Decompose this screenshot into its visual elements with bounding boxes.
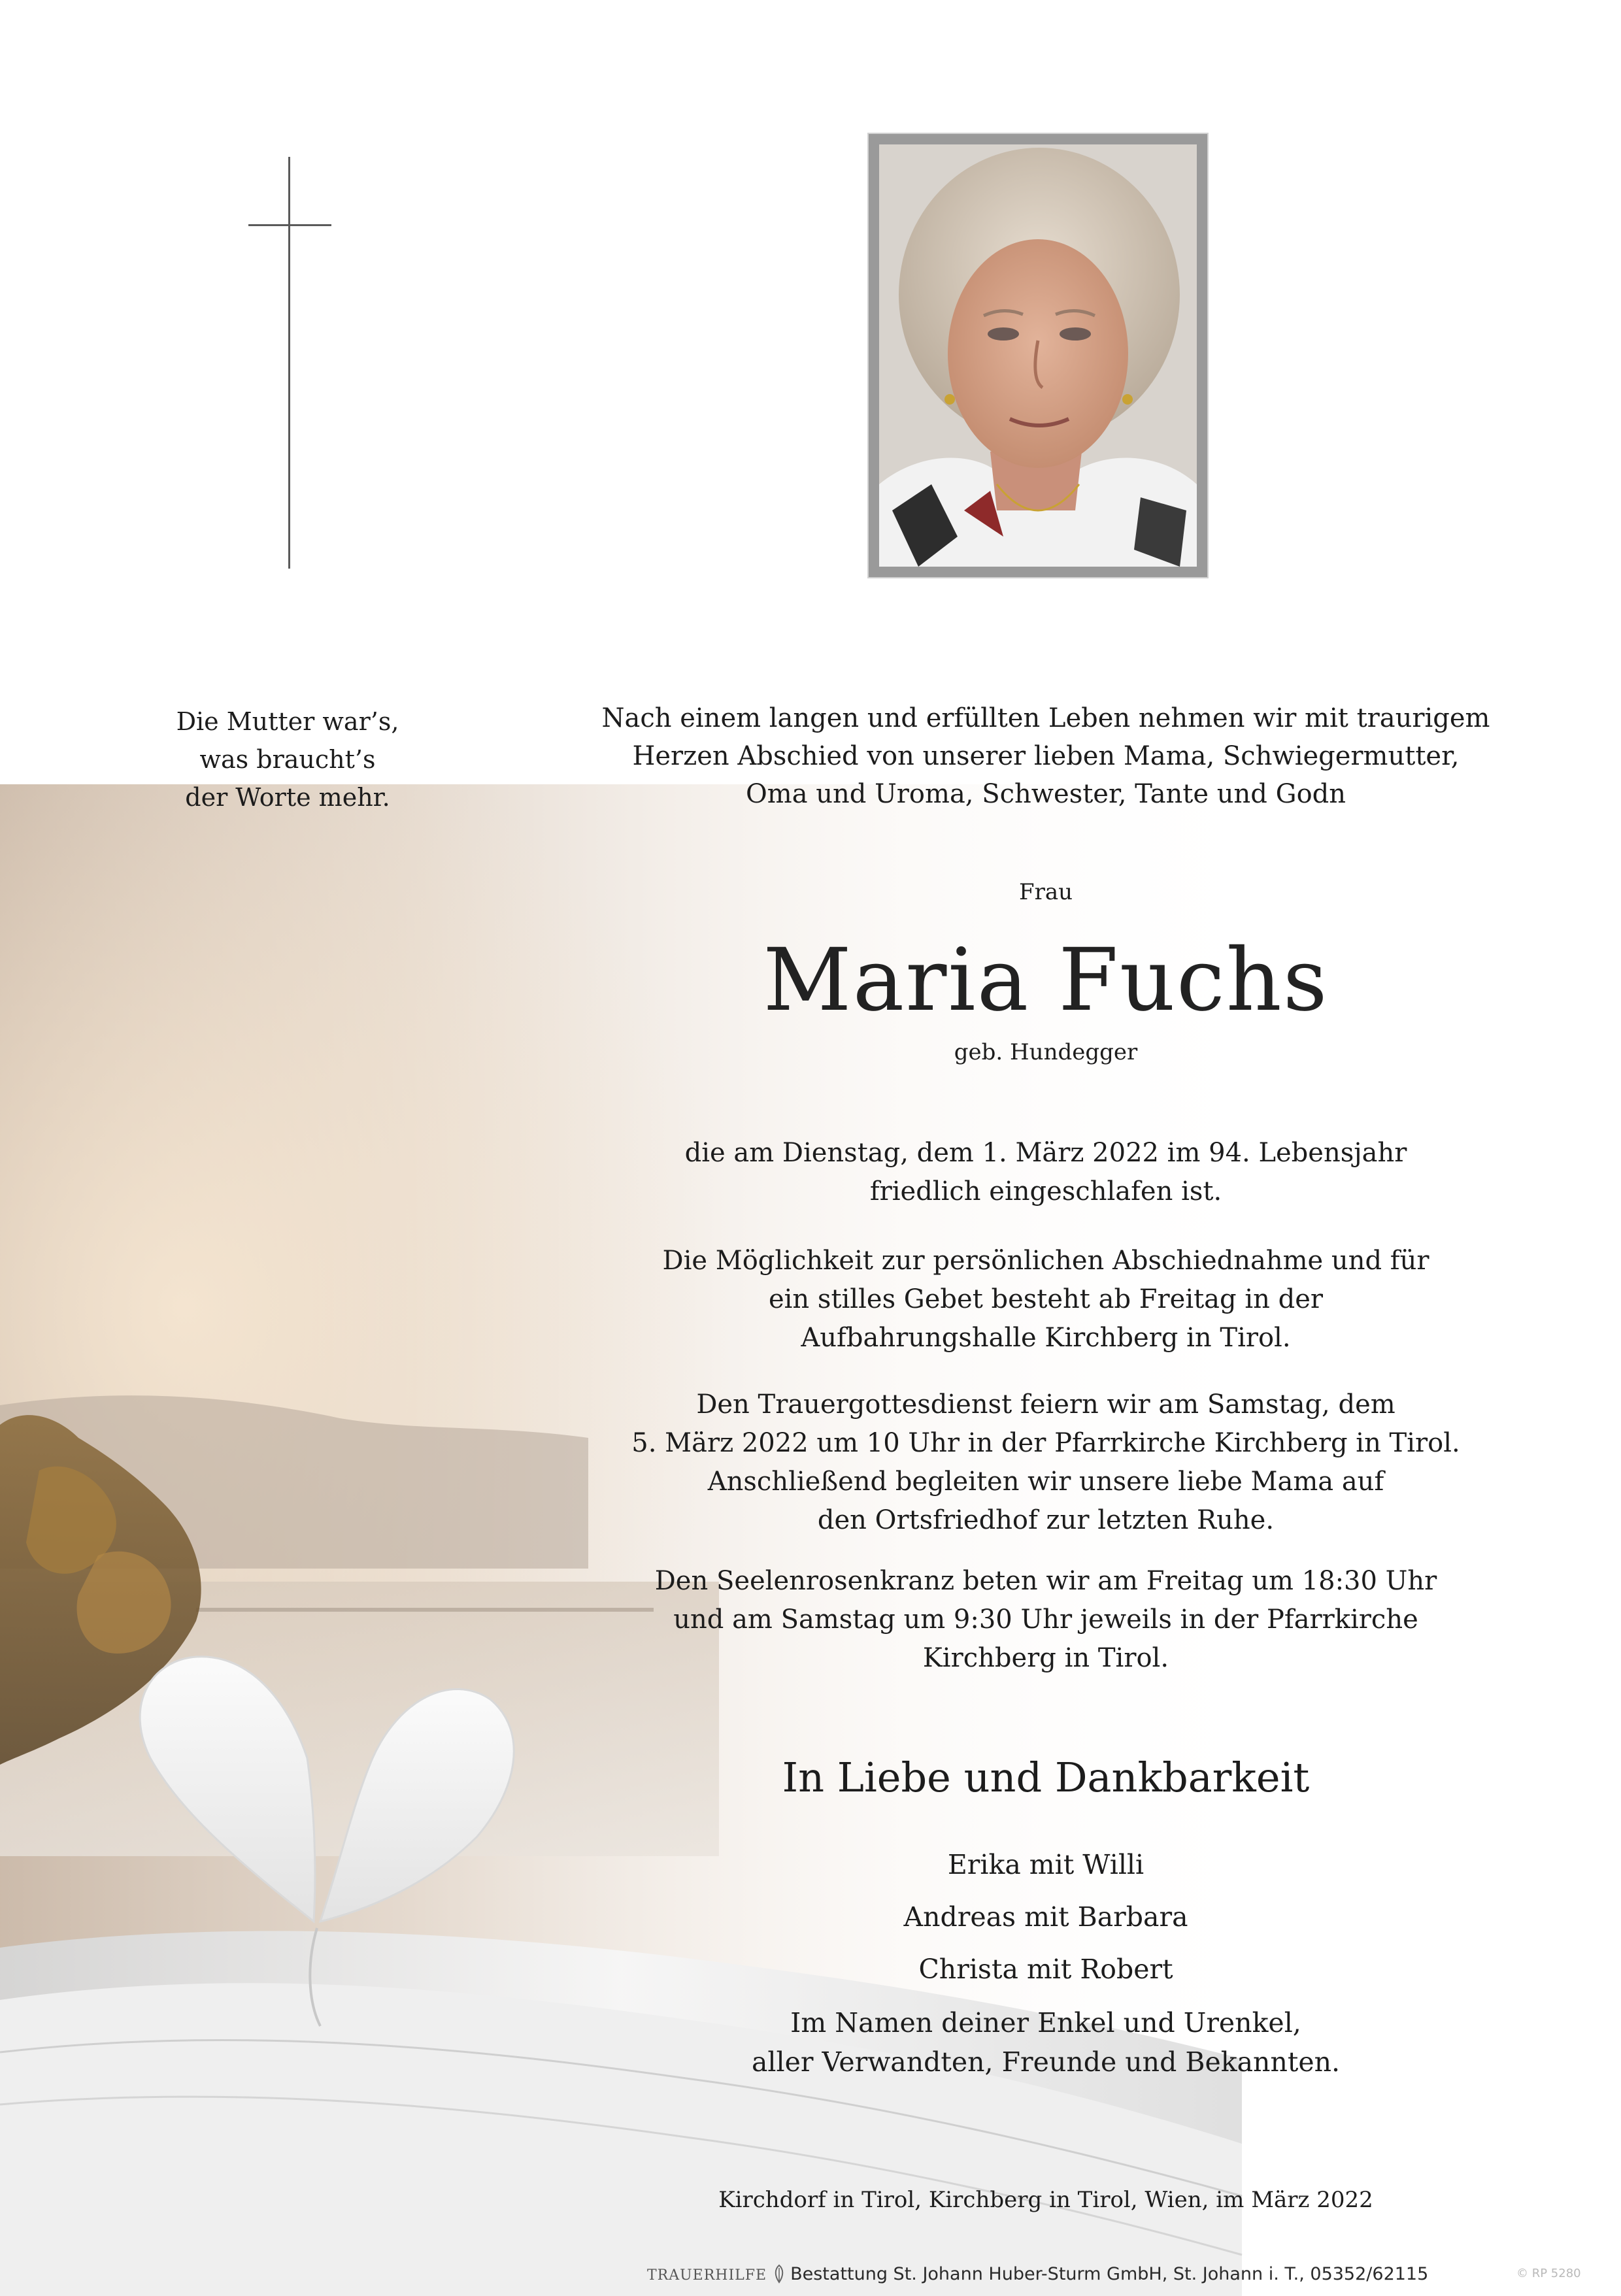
- place-date: Kirchdorf in Tirol, Kirchberg in Tirol, Wien, im März 2022: [718, 2187, 1373, 2213]
- paragraph-line: die am Dienstag, dem 1. März 2022 im 94. Lebensjahr: [684, 1138, 1407, 1168]
- closing-title: In Liebe und Dankbarkeit: [782, 1754, 1310, 1801]
- extended-family-line: aller Verwandten, Freunde und Bekannten.: [751, 2046, 1341, 2078]
- paragraph-line: Kirchberg in Tirol.: [922, 1643, 1169, 1673]
- extended-family-line: Im Namen deiner Enkel und Urenkel,: [790, 2007, 1301, 2038]
- birth-name: geb. Hundegger: [954, 1039, 1138, 1065]
- quote-line: der Worte mehr.: [185, 783, 390, 812]
- intro-line: Nach einem langen und erfüllten Leben nehmen wir mit traurigem: [601, 703, 1490, 733]
- paragraph-line: Die Möglichkeit zur persönlichen Abschiednahme und für: [662, 1246, 1429, 1276]
- paragraph-line: Aufbahrungshalle Kirchberg in Tirol.: [801, 1323, 1291, 1353]
- feather-logo-icon: [772, 2264, 786, 2284]
- deceased-name: Maria Fuchs: [763, 930, 1329, 1031]
- paragraph-line: friedlich eingeschlafen ist.: [869, 1176, 1222, 1206]
- paragraph-line: den Ortsfriedhof zur letzten Ruhe.: [817, 1505, 1275, 1535]
- paragraph-line: ein stilles Gebet besteht ab Freitag in der: [768, 1284, 1324, 1314]
- paragraph-line: Den Seelenrosenkranz beten wir am Freitag um 18:30 Uhr: [654, 1566, 1437, 1596]
- quote-line: Die Mutter war’s,: [176, 707, 399, 736]
- mourner-name: Andreas mit Barbara: [903, 1901, 1188, 1933]
- portrait-frame: [867, 133, 1209, 578]
- cross-icon-bar: [248, 224, 331, 226]
- paragraph-line: Anschließend begleiten wir unsere liebe Mama auf: [707, 1467, 1384, 1497]
- funeral-home-brand: TRAUERHILFE: [647, 2267, 767, 2284]
- intro-line: Oma und Uroma, Schwester, Tante und Godn: [745, 779, 1346, 809]
- document-code: © RP 5280: [1516, 2267, 1581, 2280]
- paragraph-line: 5. März 2022 um 10 Uhr in der Pfarrkirche Kirchberg in Tirol.: [631, 1428, 1460, 1458]
- paragraph-line: Den Trauergottesdienst feiern wir am Samstag, dem: [696, 1389, 1395, 1420]
- footer: [647, 2261, 1428, 2288]
- mourner-name: Christa mit Robert: [918, 1954, 1173, 1985]
- paragraph-line: und am Samstag um 9:30 Uhr jeweils in der Pfarrkirche: [673, 1605, 1418, 1635]
- cross-icon: [288, 157, 290, 569]
- funeral-home-info: Bestattung St. Johann Huber-Sturm GmbH, St. Johann i. T., 05352/62115: [790, 2264, 1429, 2284]
- quote-line: was braucht’s: [199, 745, 376, 774]
- intro-line: Herzen Abschied von unserer lieben Mama, Schwiegermutter,: [632, 741, 1460, 771]
- salutation: Frau: [1018, 879, 1073, 905]
- portrait-photo: [879, 144, 1197, 567]
- mourner-name: Erika mit Willi: [947, 1849, 1145, 1880]
